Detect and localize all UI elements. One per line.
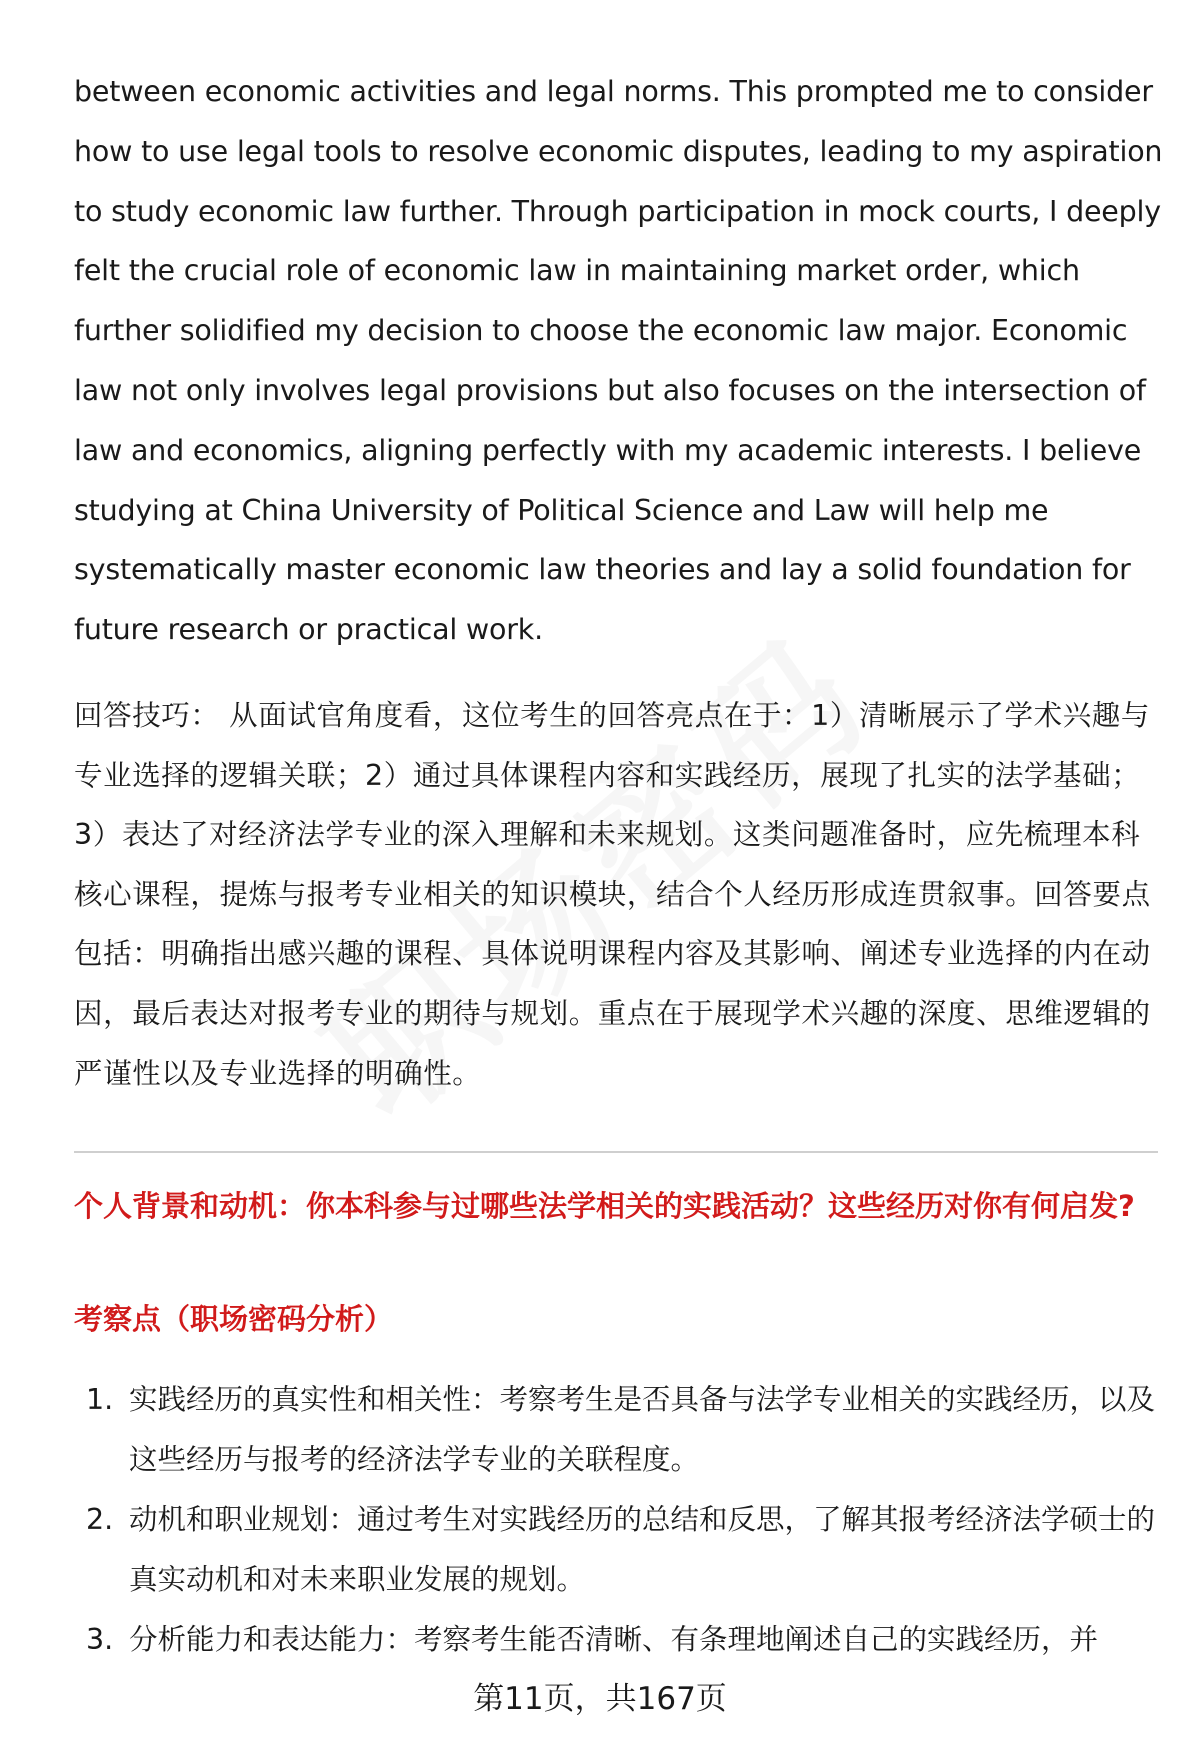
list-item xyxy=(74,1610,1164,1670)
list-item xyxy=(74,1370,1164,1489)
page-number: 第11页，共167页 xyxy=(473,1681,727,1717)
list-item-text: 分析能力和表达能力：考察考生能否清晰、有条理地阐述自己的实践经历，并 xyxy=(129,1623,1099,1657)
list-item-number: 1. xyxy=(86,1383,114,1416)
list-item-text: 实践经历的真实性和相关性：考察考生是否具备与法学专业相关的实践经历，以及这些经历与报考的经济法学专业的关联程度。 xyxy=(129,1383,1156,1476)
assessment-points-list xyxy=(74,1370,1164,1671)
answer-tips-paragraph: 回答技巧： 从面试官角度看，这位考生的回答亮点在于：1）清晰展示了学术兴趣与专业选择的逻辑关联；2）通过具体课程内容和实践经历，展现了扎实的法学基础；3）表达了对经济法学专业的深入理解和未来规划。这类问题准备时，应先梳理本科核心课程，提炼与报考专业相关的知识模块，结合个人经历形成连贯叙事。回答要点包括：明确指出感兴趣的课程、具体说明课程内容及其影响、阐述专业选择的内在动因，最后表达对报考专业的期待与规划。重点在于展现学术兴趣的深度、思维逻辑的严谨性以及专业选择的明确性。 xyxy=(74,699,1151,1090)
answer-paragraph-english: between economic activities and legal norms. This prompted me to consider how to use legal tools to resolve economic disputes, leading to my aspiration to study economic law further. Through participation in mock courts, I deeply felt the crucial role of economic law in maintaining market order, which further solidified my decision to choose the economic law major. Economic law not only involves legal provisions but also focuses on the intersection of law and economics, aligning perfectly with my academic interests. I believe studying at China University of Political Science and Law will help me systematically master economic law theories and lay a solid foundation for future research or practical work. xyxy=(74,75,1163,647)
interview-question-heading: 个人背景和动机：你本科参与过哪些法学相关的实践活动？这些经历对你有何启发? xyxy=(74,1189,1135,1223)
list-item-text: 动机和职业规划：通过考生对实践经历的总结和反思，了解其报考经济法学硕士的真实动机和对未来职业发展的规划。 xyxy=(129,1503,1156,1596)
list-item xyxy=(74,1490,1164,1609)
assessment-points-heading: 考察点（职场密码分析） xyxy=(74,1302,394,1336)
list-item-number: 3. xyxy=(86,1623,114,1657)
list-item-number: 2. xyxy=(86,1503,114,1537)
section-divider xyxy=(74,1151,1158,1153)
